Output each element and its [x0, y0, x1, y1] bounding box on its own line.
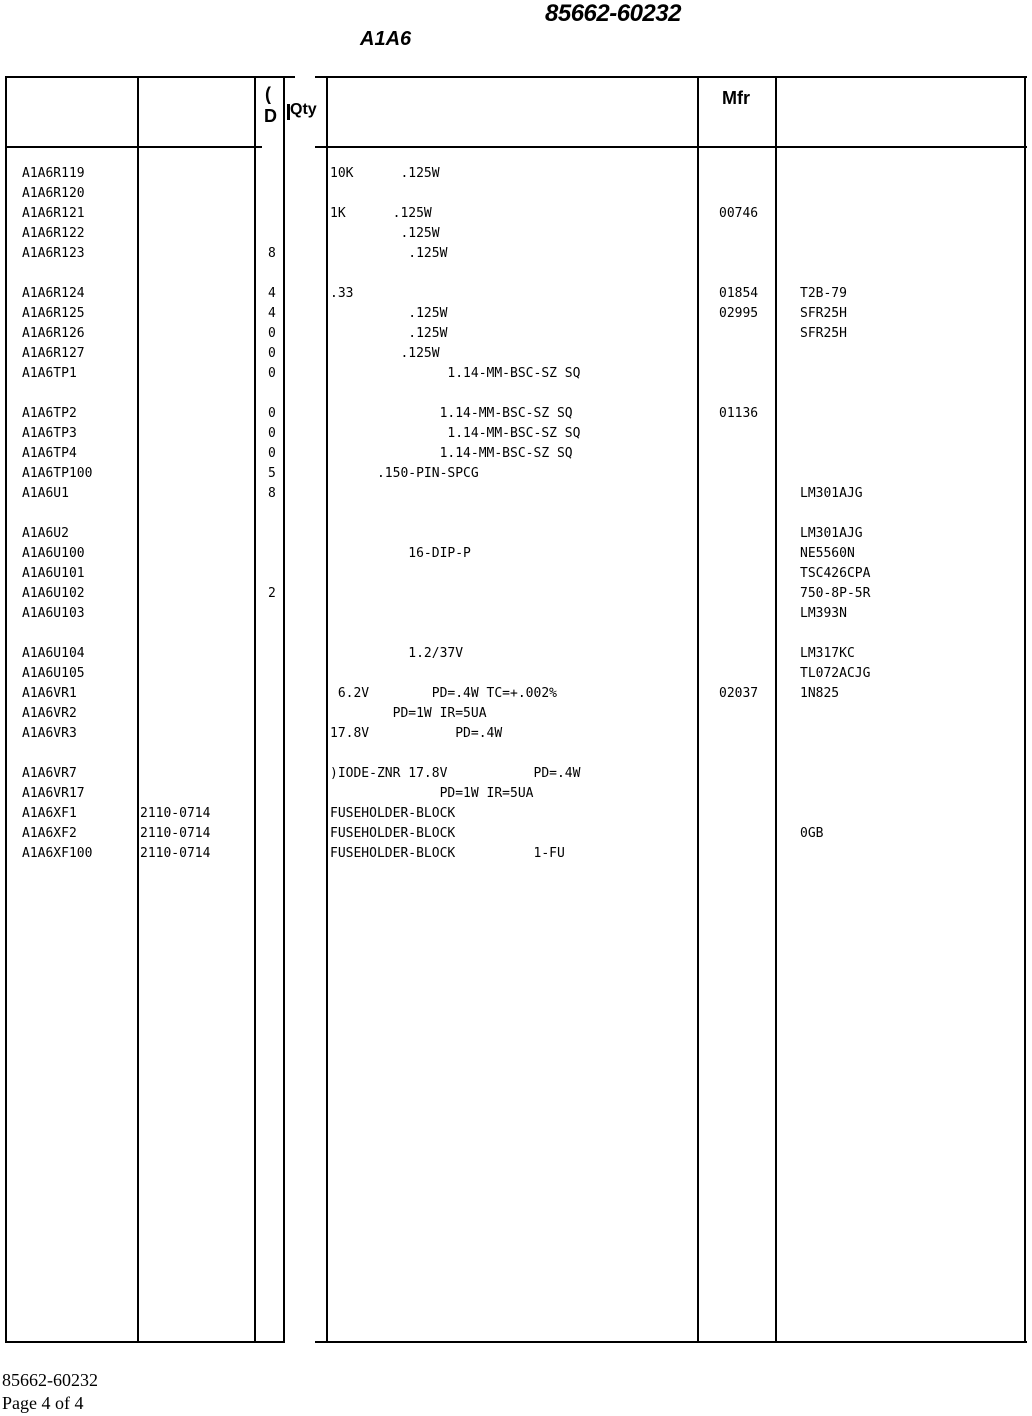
col-divider-2 — [254, 76, 256, 1343]
cell-mfr-part-number: LM301AJG — [800, 486, 863, 501]
cell-ref-designator: A1A6XF1 — [22, 806, 77, 821]
footer-page-number: Page 4 of 4 — [2, 1393, 84, 1413]
cell-description: 10K .125W — [330, 166, 440, 181]
col-divider-1 — [137, 76, 139, 1343]
col-header-cd-bottom: D — [264, 106, 277, 126]
col-divider-7 — [1024, 76, 1026, 1343]
cell-ref-designator: A1A6XF100 — [22, 846, 93, 861]
col-divider-6 — [775, 76, 777, 1343]
cell-description: .125W — [330, 226, 440, 241]
cell-ref-designator: A1A6TP3 — [22, 426, 77, 441]
cell-mfr-code: 02995 — [719, 306, 759, 321]
cell-part-number: 2110-0714 — [140, 806, 211, 821]
cell-description: .33 — [330, 286, 354, 301]
cell-mfr-part-number: LM301AJG — [800, 526, 863, 541]
cell-check-digit: 0 — [268, 326, 276, 341]
col-header-cd-top: ( — [265, 84, 271, 104]
cell-description: 1.14-MM-BSC-SZ SQ — [330, 426, 581, 441]
col-divider-4 — [326, 76, 328, 1343]
cell-ref-designator: A1A6U2 — [22, 526, 69, 541]
cell-mfr-part-number: T2B-79 — [800, 286, 847, 301]
table-bottom-rule-right — [315, 1341, 1027, 1343]
document-part-number: 85662-60232 — [545, 0, 681, 27]
cell-check-digit: 5 — [268, 466, 276, 481]
cell-ref-designator: A1A6R119 — [22, 166, 85, 181]
cell-description: .125W — [330, 306, 448, 321]
cell-description: .125W — [330, 326, 448, 341]
cell-mfr-code: 01136 — [719, 406, 759, 421]
table-top-rule-left — [5, 76, 295, 78]
cell-description: 1.14-MM-BSC-SZ SQ — [330, 446, 573, 461]
cell-ref-designator: A1A6R120 — [22, 186, 85, 201]
cell-check-digit: 2 — [268, 586, 276, 601]
cell-check-digit: 4 — [268, 286, 276, 301]
footer-doc-number: 85662-60232 — [2, 1370, 98, 1390]
cell-mfr-code: 01854 — [719, 286, 759, 301]
cell-ref-designator: A1A6VR2 — [22, 706, 77, 721]
cell-mfr-part-number: 0GB — [800, 826, 824, 841]
header-bottom-rule-left — [5, 146, 262, 148]
cell-check-digit: 8 — [268, 486, 276, 501]
cell-description: PD=1W IR=5UA — [330, 706, 487, 721]
header-bottom-rule-right — [315, 146, 1027, 148]
table-top-rule-right — [315, 76, 1027, 78]
cell-part-number: 2110-0714 — [140, 846, 211, 861]
cell-ref-designator: A1A6VR3 — [22, 726, 77, 741]
cell-mfr-part-number: TL072ACJG — [800, 666, 871, 681]
cell-ref-designator: A1A6TP4 — [22, 446, 77, 461]
cell-mfr-part-number: LM317KC — [800, 646, 855, 661]
cell-check-digit: 0 — [268, 366, 276, 381]
cell-mfr-part-number: TSC426CPA — [800, 566, 871, 581]
cell-mfr-part-number: LM393N — [800, 606, 847, 621]
cell-check-digit: 8 — [268, 246, 276, 261]
cell-check-digit: 4 — [268, 306, 276, 321]
cell-mfr-part-number: SFR25H — [800, 326, 847, 341]
cell-description: .150-PIN-SPCG — [330, 466, 479, 481]
cell-mfr-part-number: 1N825 — [800, 686, 840, 701]
cell-ref-designator: A1A6R121 — [22, 206, 85, 221]
cell-mfr-part-number: NE5560N — [800, 546, 855, 561]
cell-ref-designator: A1A6U102 — [22, 586, 85, 601]
cell-ref-designator: A1A6TP100 — [22, 466, 93, 481]
assembly-id: A1A6 — [360, 28, 412, 50]
cell-description: FUSEHOLDER-BLOCK — [330, 826, 456, 841]
cell-ref-designator: A1A6U103 — [22, 606, 85, 621]
cell-description: 1.2/37V — [330, 646, 464, 661]
cell-description: 16-DIP-P — [330, 546, 471, 561]
cell-check-digit: 0 — [268, 346, 276, 361]
cell-description: 1.14-MM-BSC-SZ SQ — [330, 406, 573, 421]
cell-mfr-part-number: SFR25H — [800, 306, 847, 321]
cell-description: .125W — [330, 346, 440, 361]
cell-ref-designator: A1A6TP2 — [22, 406, 77, 421]
cell-ref-designator: A1A6XF2 — [22, 826, 77, 841]
cell-ref-designator: A1A6VR7 — [22, 766, 77, 781]
cell-ref-designator: A1A6R127 — [22, 346, 85, 361]
cell-description: 1.14-MM-BSC-SZ SQ — [330, 366, 581, 381]
cell-ref-designator: A1A6TP1 — [22, 366, 77, 381]
col-divider-0 — [5, 76, 7, 1343]
col-divider-5 — [697, 76, 699, 1343]
cell-ref-designator: A1A6U105 — [22, 666, 85, 681]
table-bottom-rule-left — [5, 1341, 285, 1343]
cell-description: )IODE-ZNR 17.8V PD=.4W — [330, 766, 581, 781]
cell-ref-designator: A1A6R125 — [22, 306, 85, 321]
cell-ref-designator: A1A6VR17 — [22, 786, 85, 801]
cell-ref-designator: A1A6R124 — [22, 286, 85, 301]
col-header-qty: Qty — [290, 101, 317, 118]
cell-ref-designator: A1A6U100 — [22, 546, 85, 561]
cell-mfr-code: 00746 — [719, 206, 759, 221]
cell-ref-designator: A1A6U1 — [22, 486, 69, 501]
cell-check-digit: 0 — [268, 446, 276, 461]
cell-check-digit: 0 — [268, 426, 276, 441]
cell-ref-designator: A1A6U101 — [22, 566, 85, 581]
cell-ref-designator: A1A6R126 — [22, 326, 85, 341]
cell-description: 6.2V PD=.4W TC=+.002% — [330, 686, 557, 701]
cell-ref-designator: A1A6U104 — [22, 646, 85, 661]
cell-part-number: 2110-0714 — [140, 826, 211, 841]
col-header-mfr: Mfr — [722, 88, 750, 108]
cell-mfr-part-number: 750-8P-5R — [800, 586, 871, 601]
cell-description: PD=1W IR=5UA — [330, 786, 534, 801]
cell-description: FUSEHOLDER-BLOCK 1-FU — [330, 846, 565, 861]
cell-check-digit: 0 — [268, 406, 276, 421]
cell-description: 1K .125W — [330, 206, 432, 221]
col-divider-3 — [283, 76, 285, 1343]
cell-description: .125W — [330, 246, 448, 261]
cell-ref-designator: A1A6VR1 — [22, 686, 77, 701]
cell-ref-designator: A1A6R123 — [22, 246, 85, 261]
cell-ref-designator: A1A6R122 — [22, 226, 85, 241]
cell-description: 17.8V PD=.4W — [330, 726, 503, 741]
cell-mfr-code: 02037 — [719, 686, 759, 701]
cell-description: FUSEHOLDER-BLOCK — [330, 806, 456, 821]
